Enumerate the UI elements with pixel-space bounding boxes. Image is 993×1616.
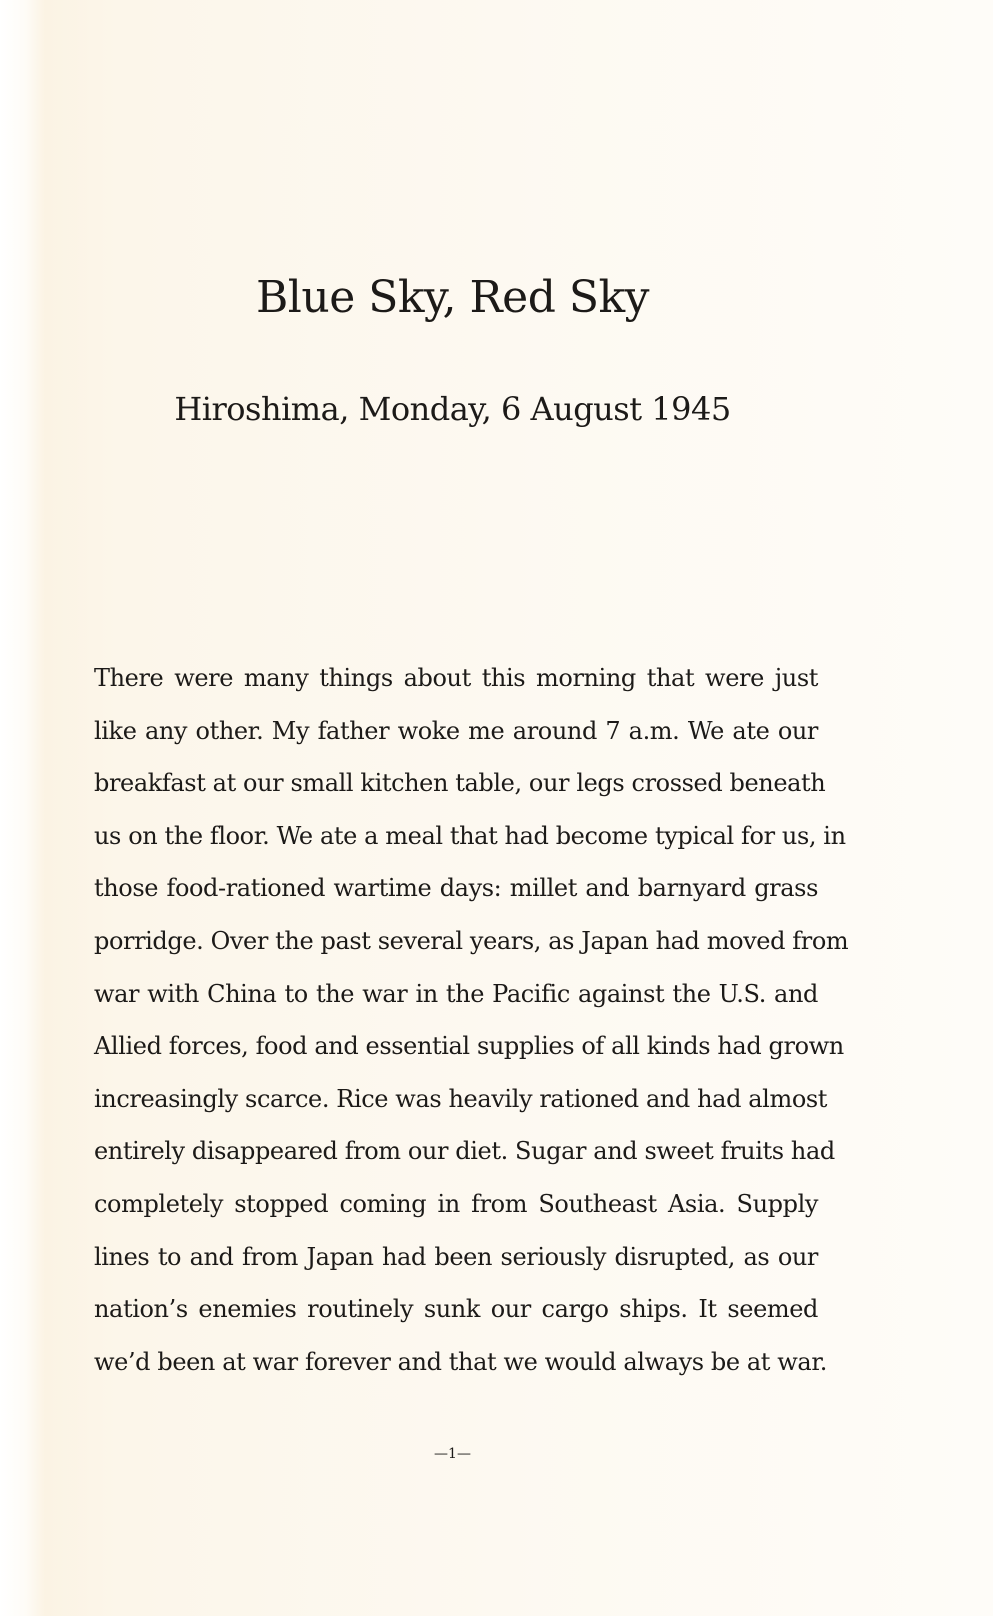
body-line: we’d been at war forever and that we would always be at war. xyxy=(94,1347,827,1376)
body-line: completely stopped coming in from Southeast Asia. Supply xyxy=(94,1189,818,1218)
body-line: war with China to the war in the Pacific against the U.S. and xyxy=(94,979,818,1008)
body-line: lines to and from Japan had been seriously disrupted, as our xyxy=(94,1242,818,1271)
body-line: increasingly scarce. Rice was heavily rationed and had almost xyxy=(94,1084,828,1113)
body-line: breakfast at our small kitchen table, our legs crossed beneath xyxy=(94,769,826,798)
chapter-title: Blue Sky, Red Sky xyxy=(255,272,650,323)
body-line: Allied forces, food and essential supplies of all kinds had grown xyxy=(94,1032,844,1061)
body-line: entirely disappeared from our diet. Sugar and sweet fruits had xyxy=(94,1137,835,1166)
body-line: There were many things about this morning that were just xyxy=(94,664,818,692)
page-number: —1— xyxy=(434,1446,471,1462)
body-line: nation’s enemies routinely sunk our cargo ships. It seemed xyxy=(94,1295,818,1324)
chapter-subtitle: Hiroshima, Monday, 6 August 1945 xyxy=(174,390,731,428)
body-text xyxy=(94,660,849,1396)
body-line: porridge. Over the past several years, as Japan had moved from xyxy=(94,926,849,955)
body-line: like any other. My father woke me around 7 a.m. We ate our xyxy=(94,716,818,745)
body-line: those food-rationed wartime days: millet and barnyard grass xyxy=(94,874,818,903)
body-line: us on the floor. We ate a meal that had become typical for us, in xyxy=(94,821,846,850)
